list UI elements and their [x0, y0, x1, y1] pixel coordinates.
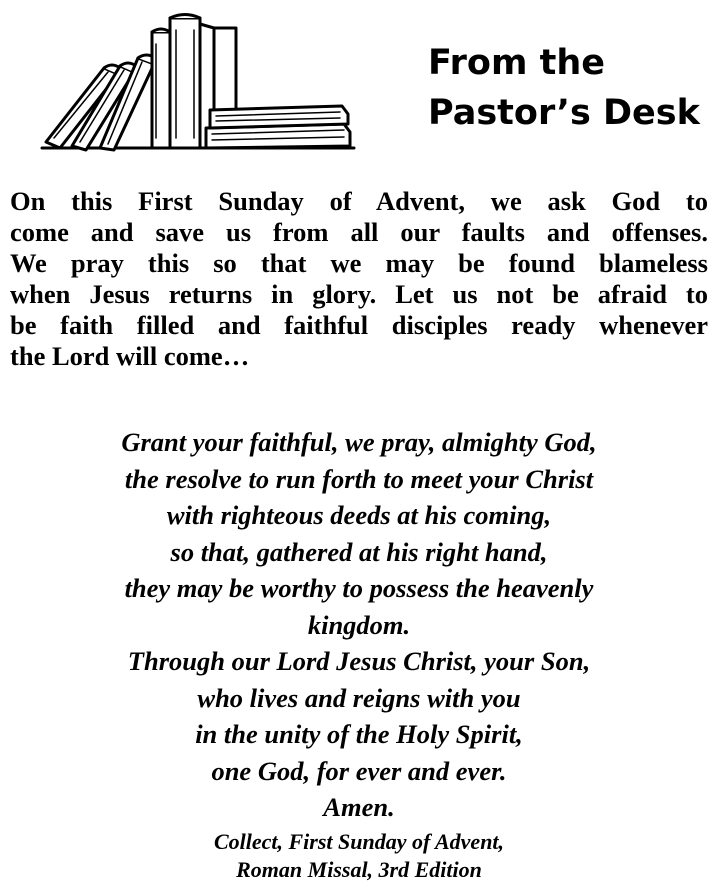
prayer-line: in the unity of the Holy Spirit,	[195, 719, 523, 749]
prayer-line: Through our Lord Jesus Christ, your Son,	[127, 646, 591, 676]
prayer-line: the resolve to run forth to meet your Christ	[124, 463, 594, 494]
page-title	[428, 38, 700, 138]
collect-prayer	[0, 424, 718, 826]
prayer-line: kingdom.	[307, 609, 411, 640]
title-line: From the	[428, 43, 606, 83]
prayer-line: so that, gathered at his right hand,	[170, 536, 548, 567]
intro-line: be faith filled and faithful disciples ready whenever	[10, 310, 708, 340]
prayer-line: one God, for ever and ever.	[211, 755, 507, 786]
citation	[0, 828, 718, 884]
prayer-line: with righteous deeds at his coming,	[166, 500, 552, 530]
books-icon	[38, 10, 358, 155]
header	[0, 0, 718, 170]
prayer-line: Grant your faithful, we pray, almighty God,	[121, 427, 597, 457]
citation-line: Collect, First Sunday of Advent,	[213, 829, 505, 854]
prayer-line: they may be worthy to possess the heavenly	[124, 573, 594, 603]
prayer-line: who lives and reigns with you	[197, 682, 521, 713]
prayer-line: Amen.	[323, 792, 395, 822]
citation-line: Roman Missal, 3rd Edition	[236, 857, 482, 882]
intro-line: We pray this so that we may be found blameless	[10, 248, 708, 278]
intro-line: when Jesus returns in glory. Let us not be afraid to	[10, 279, 708, 309]
title-line: Pastor’s Desk	[428, 93, 700, 133]
intro-paragraph	[10, 186, 708, 372]
intro-line: On this First Sunday of Advent, we ask God to	[10, 186, 708, 216]
intro-line: come and save us from all our faults and offenses.	[10, 217, 708, 247]
intro-line: the Lord will come…	[10, 341, 250, 371]
